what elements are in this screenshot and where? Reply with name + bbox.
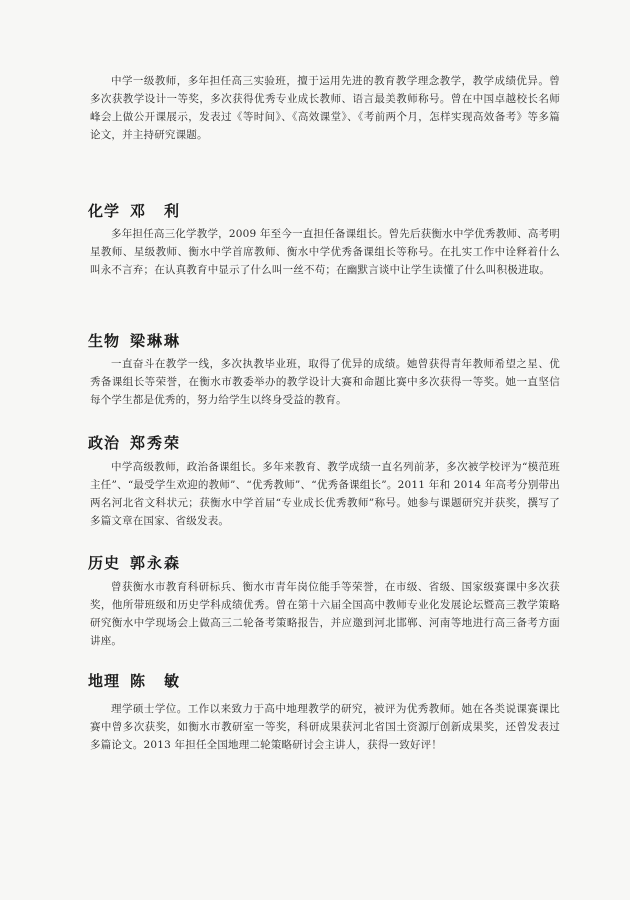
teacher-name: 陈 敏 bbox=[130, 672, 182, 690]
teacher-name: 郭永森 bbox=[130, 554, 182, 572]
section-heading-politics bbox=[88, 432, 181, 453]
section-paragraph-politics: 中学高级教师，政治备课组长。多年来教育、教学成绩一直名列前茅，多次被学校评为“模范班主任”、“最受学生欢迎的教师”、“优秀教师”、“优秀备课组长”。2011 年和 2014 年高考分别带出两名河北省文科状元；获衡水中学首届“专业成长优秀教师”称号。她参与课题研究并获奖，撰写了多篇文章在国家、省级发表。 bbox=[90, 461, 560, 527]
section-paragraph-biology: 一直奋斗在教学一线，多次执教毕业班，取得了优异的成绩。她曾获得青年教师希望之星、优秀备课组长等荣誉，在衡水市教委举办的教学设计大赛和命题比赛中多次获得一等奖。她一直坚信每个学生都是优秀的，努力给学生以终身受益的教育。 bbox=[90, 358, 560, 406]
section-heading-chemistry bbox=[88, 200, 181, 221]
section-paragraph-history: 曾获衡水市教育科研标兵、衡水市青年岗位能手等荣誉，在市级、省级、国家级赛课中多次获奖，他所带班级和历史学科成绩优秀。曾在第十六届全国高中教师专业化发展论坛暨高三教学策略研究衡水中学现场会上做高三二轮备考策略报告，并应邀到河北邯郸、河南等地进行高三备考方面讲座。 bbox=[90, 581, 560, 647]
subject-label: 化学 bbox=[88, 202, 121, 220]
subject-label: 历史 bbox=[88, 554, 121, 572]
subject-label: 政治 bbox=[88, 434, 121, 452]
section-paragraph-chemistry: 多年担任高三化学教学，2009 年至今一直担任备课组长。曾先后获衡水中学优秀教师、高考明星教师、星级教师、衡水中学首席教师、衡水中学优秀备课组长等称号。在扎实工作中诠释着什么叫永不言弃；在认真教育中显示了什么叫一丝不苟；在幽默言谈中让学生读懂了什么叫积极进取。 bbox=[90, 228, 560, 276]
teacher-name: 郑秀荣 bbox=[130, 434, 182, 452]
teacher-name: 梁琳琳 bbox=[130, 332, 182, 350]
section-paragraph-geography: 理学硕士学位。工作以来致力于高中地理教学的研究，被评为优秀教师。她在各类说课赛课比赛中曾多次获奖，如衡水市教研室一等奖，科研成果获河北省国土资源厅创新成果奖，还曾发表过多篇论文。2013 年担任全国地理二轮策略研讨会主讲人，获得一致好评！ bbox=[90, 703, 560, 751]
teacher-name: 邓 利 bbox=[130, 202, 182, 220]
intro-paragraph: 中学一级教师，多年担任高三实验班，擅于运用先进的教育教学理念教学，教学成绩优异。曾多次获教学设计一等奖，多次获得优秀专业成长教师、语言最美教师称号。曾在中国卓越校长名师峰会上做公开课展示，发表过《等时间》、《高效课堂》、《考前两个月，怎样实现高效备考》等多篇论文，并主持研究课题。 bbox=[90, 75, 560, 141]
section-heading-biology bbox=[88, 330, 181, 351]
section-heading-history bbox=[88, 552, 181, 573]
subject-label: 地理 bbox=[88, 672, 121, 690]
section-heading-geography bbox=[88, 670, 181, 691]
subject-label: 生物 bbox=[88, 332, 121, 350]
